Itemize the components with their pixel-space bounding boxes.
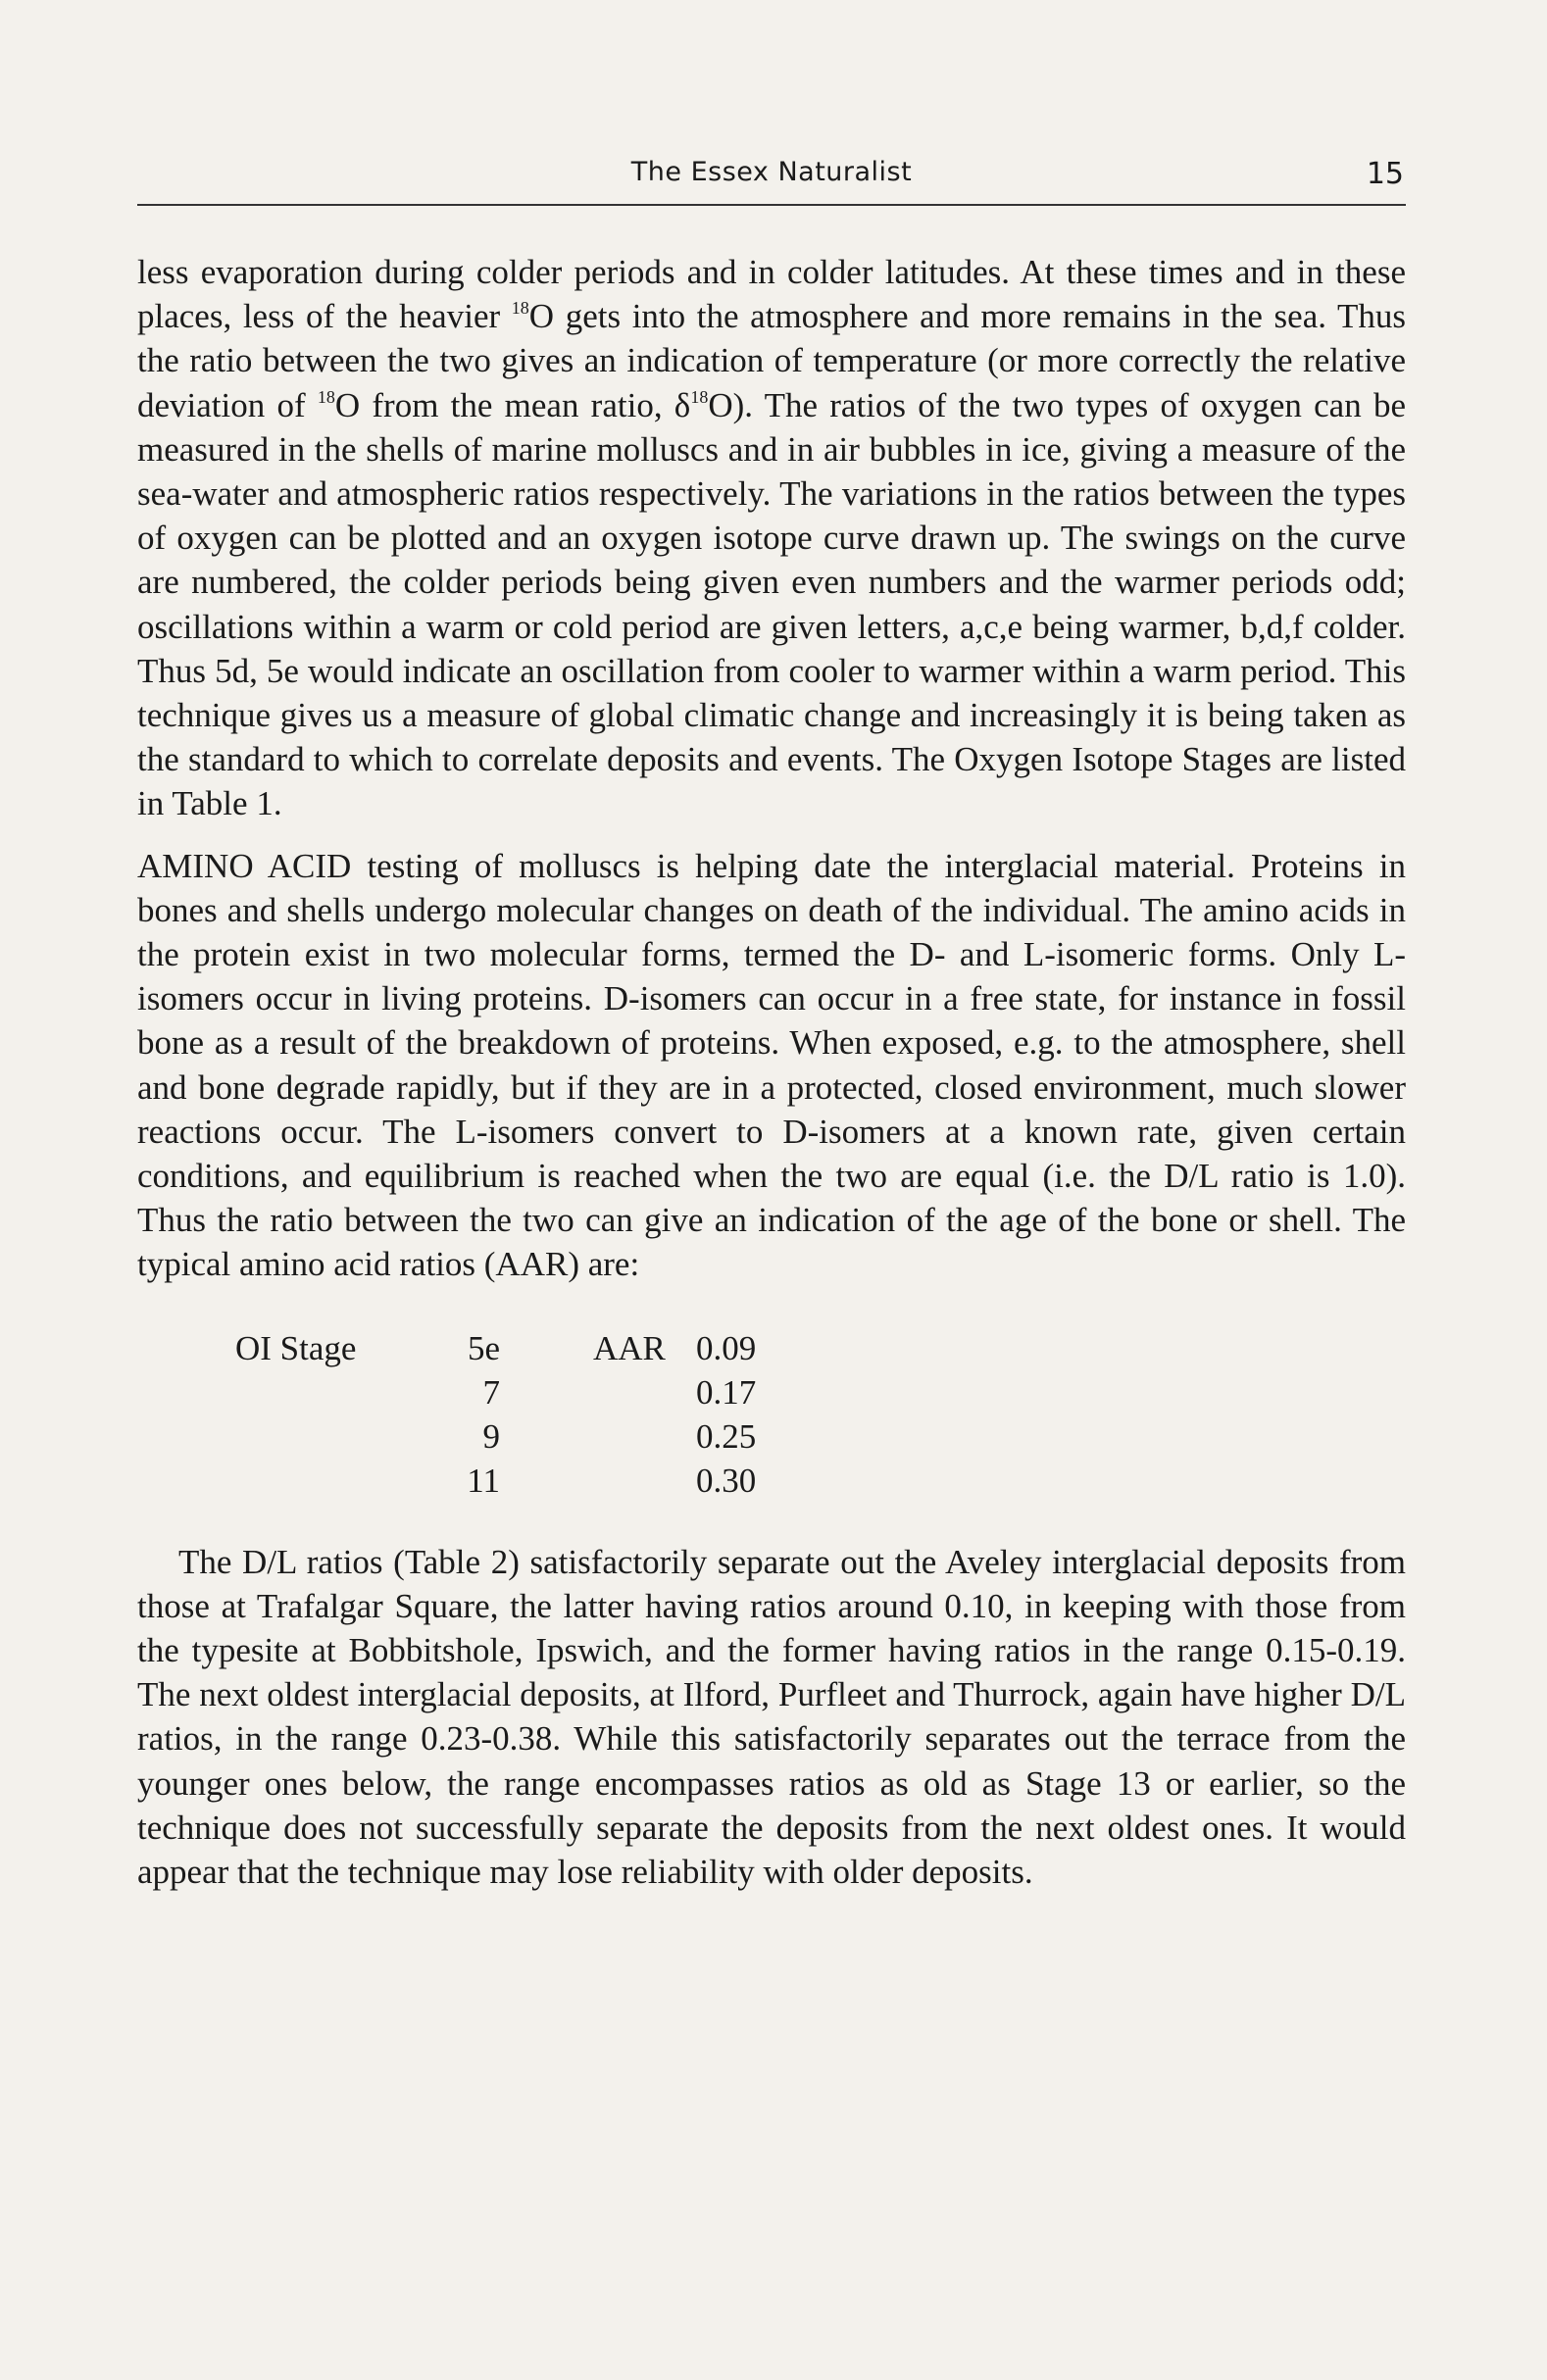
aar-value-cell: 0.09 (696, 1328, 757, 1367)
stage-cell: 11 (467, 1461, 500, 1500)
table-row (235, 1414, 774, 1459)
page-header (137, 155, 1406, 206)
aar-prefix-empty (593, 1459, 696, 1503)
paragraph-amino-acid: AMINO ACID testing of molluscs is helping date the interglacial material. Proteins in bones and shells undergo molecular changes on death of the individual. The amino acids in the protein exist in two molecular forms, termed the D- and L-isomeric forms. Only L-isomers occur in living proteins. D-isomers can occur in a free state, for instance in fossil bone as a result of the breakdown of proteins. When exposed, e.g. to the atmosphere, shell and bone degrade rapidly, but if they are in a protected, closed environment, much slower reactions occur. The L-isomers convert to D-isomers at a known rate, given certain conditions, and equilibrium is reached when the two are equal (i.e. the D/L ratio is 1.0). Thus the ratio between the two can give an indication of the age of the bone or shell. The typical amino acid ratios (AAR) are: (137, 846, 1406, 1284)
table-label-empty (235, 1459, 426, 1503)
text-run: O gets into the atmosphere and more remains in the sea. Thus the ratio between the two gives an indication of temperature (or more correctly the relative deviation of (137, 297, 1406, 424)
table-gap (500, 1414, 593, 1459)
running-title: The Essex Naturalist (630, 157, 913, 187)
stage-cell: 9 (482, 1416, 500, 1456)
aar-value-cell: 0.25 (696, 1416, 757, 1456)
aar-prefix-empty (593, 1414, 696, 1459)
aar-value-cell: 0.17 (696, 1372, 757, 1412)
aar-prefix-empty (593, 1370, 696, 1414)
aar-value-cell: 0.30 (696, 1461, 757, 1500)
stage-cell: 7 (482, 1372, 500, 1412)
paragraph-dl-ratios: The D/L ratios (Table 2) satisfactorily separate out the Aveley interglacial deposits from those at Trafalgar Square, the latter having ratios around 0.10, in keeping with those from the typesite at Bobbitshole, Ipswich, and the former having ratios in the range 0.15-0.19. The next oldest interglacial deposits, at Ilford, Purfleet and Thurrock, again have higher D/L ratios, in the range 0.23-0.38. While this satisfactorily separates out the terrace from the younger ones below, the range encompasses ratios as old as Stage 13 or earlier, so the technique does not successfully separate the deposits from the next oldest ones. It would appear that the technique may lose reliability with older deposits. (137, 1542, 1406, 1892)
body-text (137, 250, 1406, 1894)
table-label-empty (235, 1414, 426, 1459)
text-run: O from the mean ratio, δ (334, 385, 691, 424)
aar-prefix: AAR (593, 1328, 666, 1367)
table-row (235, 1370, 774, 1414)
table-gap (500, 1326, 593, 1370)
aar-table (235, 1326, 774, 1503)
paragraph-oxygen-isotopes (137, 250, 1406, 826)
superscript: 18 (317, 386, 335, 407)
table-gap (500, 1370, 593, 1414)
stage-cell: 5e (467, 1328, 500, 1367)
text-run: less evaporation during colder periods and in colder latitudes. At these times and in these places, less of the heavier (137, 253, 1406, 336)
table-gap (500, 1459, 593, 1503)
table-label: OI Stage (235, 1328, 357, 1367)
superscript: 18 (690, 386, 709, 407)
page-number: 15 (1366, 157, 1404, 191)
superscript: 18 (511, 298, 529, 319)
table-row (235, 1326, 774, 1370)
table-label-empty (235, 1370, 426, 1414)
text-run: O). The ratios of the two types of oxygen can be measured in the shells of marine molluscs and in air bubbles in ice, giving a measure of the sea-water and atmospheric ratios respectively. The variations in the ratios between the types of oxygen can be plotted and an oxygen isotope curve drawn up. The swings on the curve are numbered, the colder periods being given even numbers and the warmer periods odd; oscillations within a warm or cold period are given letters, a,c,e being warmer, b,d,f colder. Thus 5d, 5e would indicate an oscillation from cooler to warmer within a warm period. This technique gives us a measure of global climatic change and increasingly it is being taken as the standard to which to correlate deposits and events. The Oxygen Isotope Stages are listed in Table 1. (137, 385, 1406, 823)
table-row (235, 1459, 774, 1503)
